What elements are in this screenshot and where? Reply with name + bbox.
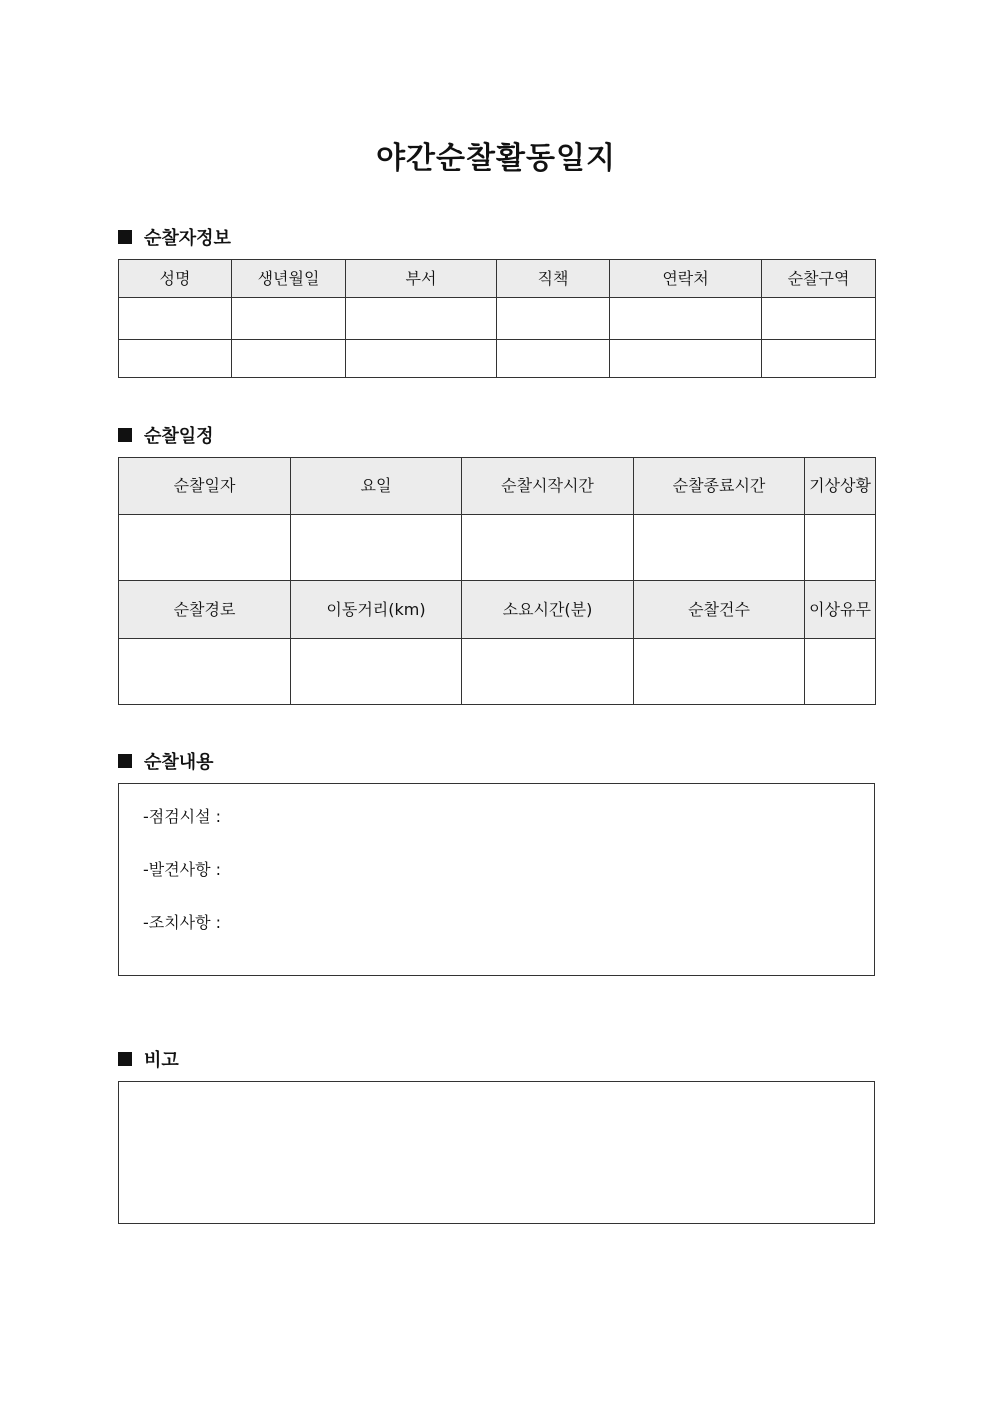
department-cell[interactable] <box>346 340 497 378</box>
section-heading-schedule <box>118 422 214 448</box>
header-patrol-route: 순찰경로 <box>119 581 291 639</box>
table-row <box>119 298 876 340</box>
position-cell[interactable] <box>497 298 610 340</box>
section-heading-content <box>118 748 214 774</box>
header-weekday: 요일 <box>291 458 462 515</box>
section-label: 순찰자정보 <box>144 228 231 249</box>
header-start-time: 순찰시작시간 <box>462 458 634 515</box>
birthdate-cell[interactable] <box>232 298 346 340</box>
header-patrol-area: 순찰구역 <box>762 260 876 298</box>
header-department: 부서 <box>346 260 497 298</box>
header-anomaly: 이상유무 <box>805 581 876 639</box>
section-heading-remarks <box>118 1046 179 1072</box>
header-end-time: 순찰종료시간 <box>634 458 805 515</box>
birthdate-cell[interactable] <box>232 340 346 378</box>
header-position: 직책 <box>497 260 610 298</box>
header-contact: 연락처 <box>610 260 762 298</box>
patrol-area-cell[interactable] <box>762 298 876 340</box>
name-cell[interactable] <box>119 340 232 378</box>
table-row <box>119 340 876 378</box>
header-weather: 기상상황 <box>805 458 876 515</box>
header-name: 성명 <box>119 260 232 298</box>
table-row <box>119 639 876 705</box>
square-bullet-icon <box>118 428 132 442</box>
patrol-area-cell[interactable] <box>762 340 876 378</box>
page-title: 야간순찰활동일지 <box>376 141 616 176</box>
end-time-cell[interactable] <box>634 515 805 581</box>
patrol-content-box[interactable] <box>118 783 875 976</box>
header-patrol-count: 순찰건수 <box>634 581 805 639</box>
remarks-box[interactable] <box>118 1081 875 1224</box>
header-patrol-date: 순찰일자 <box>119 458 291 515</box>
section-label: 순찰내용 <box>144 752 214 773</box>
contact-cell[interactable] <box>610 298 762 340</box>
position-cell[interactable] <box>497 340 610 378</box>
section-heading-patroller <box>118 224 231 250</box>
duration-cell[interactable] <box>462 639 634 705</box>
patrol-count-cell[interactable] <box>634 639 805 705</box>
table-row <box>119 515 876 581</box>
actions-taken-line: -조치사항 : <box>143 913 222 932</box>
weekday-cell[interactable] <box>291 515 462 581</box>
header-birthdate: 생년월일 <box>232 260 346 298</box>
department-cell[interactable] <box>346 298 497 340</box>
square-bullet-icon <box>118 1052 132 1066</box>
inspected-facilities-line: -점검시설 : <box>143 807 222 826</box>
patroller-info-table <box>118 259 876 378</box>
distance-cell[interactable] <box>291 639 462 705</box>
section-label: 순찰일정 <box>144 426 214 447</box>
header-duration: 소요시간(분) <box>462 581 634 639</box>
contact-cell[interactable] <box>610 340 762 378</box>
findings-line: -발견사항 : <box>143 860 222 879</box>
patrol-date-cell[interactable] <box>119 515 291 581</box>
section-label: 비고 <box>144 1050 179 1071</box>
start-time-cell[interactable] <box>462 515 634 581</box>
anomaly-cell[interactable] <box>805 639 876 705</box>
weather-cell[interactable] <box>805 515 876 581</box>
square-bullet-icon <box>118 754 132 768</box>
header-distance: 이동거리(km) <box>291 581 462 639</box>
patrol-schedule-table <box>118 457 876 705</box>
patrol-route-cell[interactable] <box>119 639 291 705</box>
name-cell[interactable] <box>119 298 232 340</box>
square-bullet-icon <box>118 230 132 244</box>
